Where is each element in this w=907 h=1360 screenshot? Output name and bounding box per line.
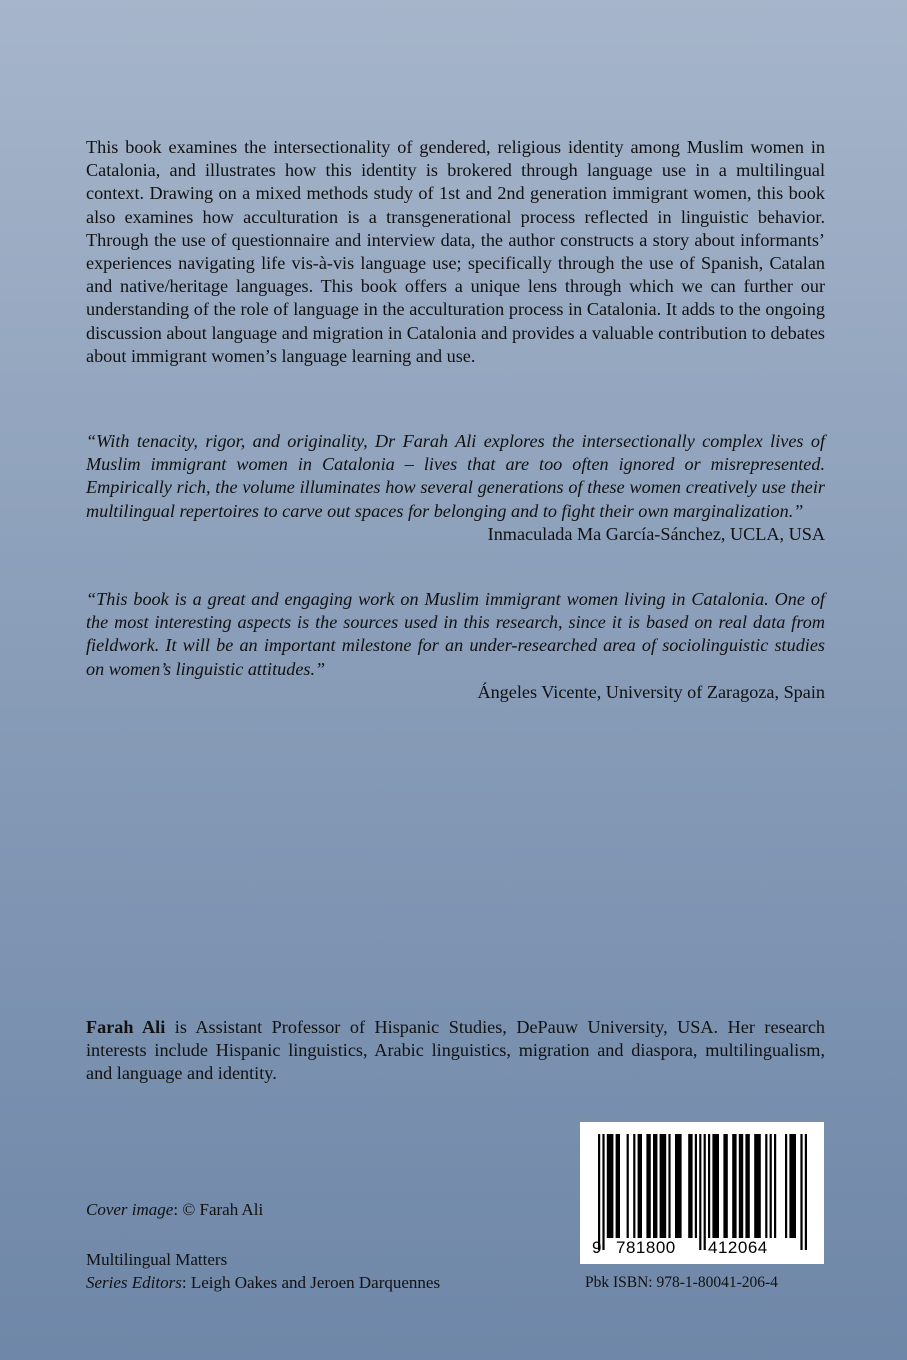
barcode-bar-9 [660, 1134, 667, 1238]
barcode-bar-10 [668, 1134, 670, 1238]
publisher-info [86, 1248, 440, 1294]
endorsement-1 [86, 430, 825, 546]
barcode-bar-3 [616, 1134, 620, 1238]
barcode-bar-15 [704, 1134, 706, 1250]
barcode-digit-group-2: 412064 [708, 1238, 768, 1257]
barcode-bar-14 [699, 1134, 701, 1250]
barcode-bar-25 [774, 1134, 776, 1238]
barcode-bar-2 [607, 1134, 614, 1238]
barcode-bar-6 [638, 1134, 642, 1238]
barcode-bar-0 [598, 1134, 600, 1250]
barcode-lead-digit: 9 [592, 1238, 602, 1257]
endorsement-text: “This book is a great and engaging work on Muslim immigrant women living in Catalonia. One of the most interesting aspects is the sources used in this research, since it is based on real data from fieldwork. It will be an important milestone for an under-researched area of sociolinguistic studies on women’s linguistic attitudes.” [86, 589, 825, 679]
barcode-bar-22 [754, 1134, 761, 1238]
barcode-bar-16 [708, 1134, 710, 1238]
barcode-bar-27 [789, 1134, 796, 1238]
isbn-barcode [580, 1122, 824, 1264]
barcode-digit-group-1: 781800 [616, 1238, 676, 1257]
barcode-bar-4 [627, 1134, 629, 1238]
barcode-bar-5 [633, 1134, 635, 1238]
cover-credit-value: : © Farah Ali [173, 1200, 264, 1219]
book-description: This book examines the intersectionality of gendered, religious identity among Muslim women in Catalonia, and illustrates how this identity is brokered through language use in a multilingual context. Drawing on a mixed methods study of 1st and 2nd generation immigrant women, this book also examines how acculturation is a transgenerational process reflected in linguistic behavior. Through the use of questionnaire and interview data, the author constructs a story about informants’ experiences navigating life vis-à-vis language use; specifically through the use of Spanish, Catalan and native/heritage languages. This book offers a unique lens through which we can further our understanding of the role of language in the acculturation process in Catalonia. It adds to the ongoing discussion about language and migration in Catalonia and provides a valuable contribution to debates about immigrant women’s language learning and use. [86, 137, 825, 366]
barcode-bar-24 [770, 1134, 772, 1238]
barcode-bar-1 [602, 1134, 604, 1250]
barcode-bar-7 [646, 1134, 650, 1238]
author-name: Farah Ali [86, 1017, 166, 1037]
barcode-bar-29 [805, 1134, 807, 1250]
barcode-bar-12 [688, 1134, 692, 1238]
barcode-bar-28 [800, 1134, 802, 1250]
barcode-bar-23 [765, 1134, 767, 1238]
barcode-bar-13 [695, 1134, 697, 1238]
publisher-name: Multilingual Matters [86, 1250, 228, 1269]
endorsement-attribution: Inmaculada Ma García-Sánchez, UCLA, USA [487, 523, 825, 544]
paperback-isbn: Pbk ISBN: 978-1-80041-206-4 [585, 1274, 778, 1291]
endorsement-attribution: Ángeles Vicente, University of Zaragoza, Spain [477, 681, 825, 702]
endorsement-text: “With tenacity, rigor, and originality, Dr Farah Ali explores the intersectionally complex lives of Muslim immigrant women in Catalonia – lives that are too often ignored or misrepresented. Empirically rich, the volume illuminates how several generations of these women creatively use their multilingual repertoires to carve out spaces for belonging and to fight their own marginalization.” [86, 431, 825, 521]
series-editors-value: : Leigh Oakes and Jeroen Darquennes [181, 1273, 441, 1292]
barcode-bar-21 [745, 1134, 749, 1238]
barcode-bar-17 [712, 1134, 719, 1238]
series-editors-label: Series Editors [86, 1273, 182, 1292]
barcode-bar-11 [675, 1134, 682, 1238]
barcode-bar-19 [732, 1134, 736, 1238]
barcode-bar-26 [785, 1134, 787, 1238]
cover-image-credit [86, 1200, 263, 1220]
barcode-bar-18 [723, 1134, 727, 1238]
cover-credit-label: Cover image [86, 1200, 174, 1219]
author-bio-text: is Assistant Professor of Hispanic Studies, DePauw University, USA. Her research interests include Hispanic linguistics, Arabic linguistics, migration and diaspora, multilingualism, and language and identity. [86, 1017, 825, 1084]
endorsement-2 [86, 588, 825, 704]
barcode-bar-20 [739, 1134, 743, 1238]
author-bio [86, 1016, 825, 1086]
barcode-bar-8 [653, 1134, 657, 1238]
